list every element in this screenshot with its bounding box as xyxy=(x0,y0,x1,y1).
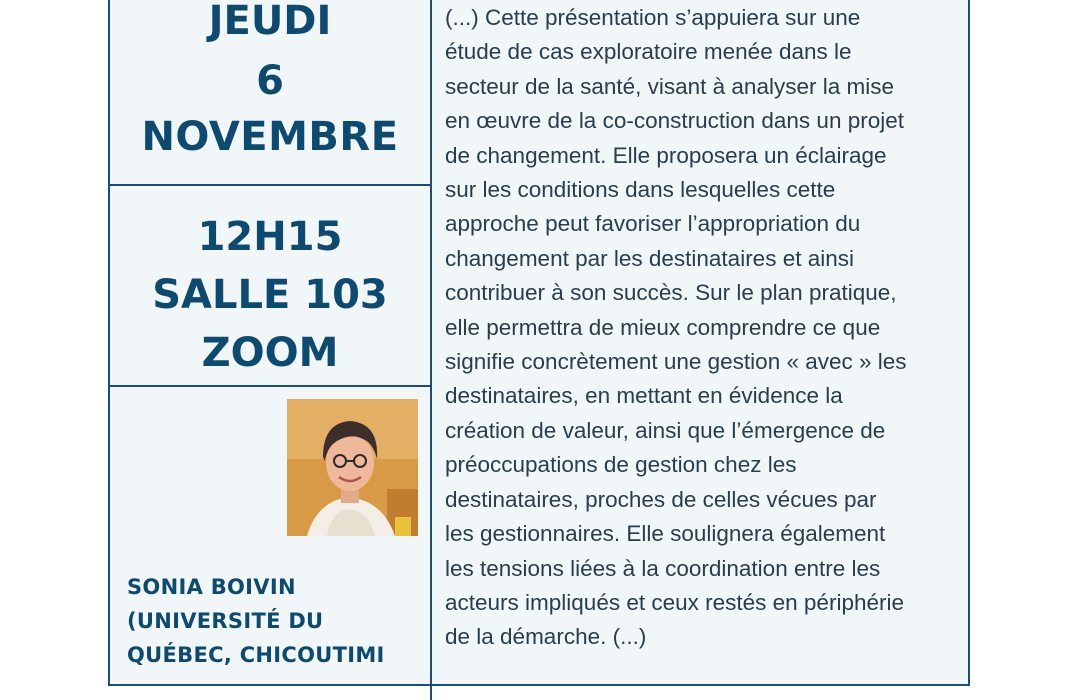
event-room: SALLE 103 xyxy=(152,272,388,318)
abstract-line: destinataires, proches de celles vécues par xyxy=(445,486,877,512)
abstract-line: secteur de la santé, visant à analyser la mise xyxy=(445,73,894,99)
event-date xyxy=(110,0,430,184)
abstract-line: préoccupations de gestion chez les xyxy=(445,452,797,478)
abstract-line: changement par les destinataires et ainsi xyxy=(445,245,854,271)
abstract-line: création de valeur, ainsi que l’émergence de xyxy=(445,417,886,443)
event-time: 12H15 xyxy=(197,214,343,260)
abstract-line: étude de cas exploratoire menée dans le xyxy=(445,39,852,65)
date-divider xyxy=(108,184,431,186)
day-number: 6 xyxy=(256,58,284,104)
abstract-line: en œuvre de la co-construction dans un projet xyxy=(445,108,904,134)
abstract-line: (...) Cette présentation s’appuiera sur une xyxy=(445,5,861,30)
speaker-line: (UNIVERSITÉ DU xyxy=(127,609,324,633)
weekday: JEUDI xyxy=(208,0,332,44)
speaker-portrait-icon xyxy=(287,399,418,536)
abstract-line: destinataires, en mettant en évidence la xyxy=(445,383,843,409)
time-divider xyxy=(108,385,431,387)
abstract-line: elle permettra de mieux comprendre ce que xyxy=(445,314,881,340)
speaker-line: QUÉBEC, CHICOUTIMI xyxy=(127,643,385,667)
abstract-line: de changement. Elle proposera un éclairage xyxy=(445,142,887,168)
abstract-line: sur les conditions dans lesquelles cette xyxy=(445,177,836,203)
speaker-photo xyxy=(287,399,418,536)
event-online: ZOOM xyxy=(201,330,339,376)
abstract-line: approche peut favoriser l’appropriation du xyxy=(445,211,861,237)
abstract-line: les gestionnaires. Elle soulignera également xyxy=(445,521,886,547)
speaker-name xyxy=(127,570,427,672)
column-divider xyxy=(430,0,432,700)
month: NOVEMBRE xyxy=(141,114,399,160)
abstract-text xyxy=(445,1,957,655)
event-time-place xyxy=(110,188,430,385)
abstract-line: les tensions liées à la coordination entre les xyxy=(445,555,881,581)
abstract-line: de la démarche. (...) xyxy=(445,624,647,650)
abstract-line: acteurs impliqués et ceux restés en périphérie xyxy=(445,589,904,615)
abstract-line: contribuer à son succès. Sur le plan pratique, xyxy=(445,280,897,306)
abstract-line: signifie concrètement une gestion « avec » les xyxy=(445,349,907,375)
speaker-line: SONIA BOIVIN xyxy=(127,575,296,599)
